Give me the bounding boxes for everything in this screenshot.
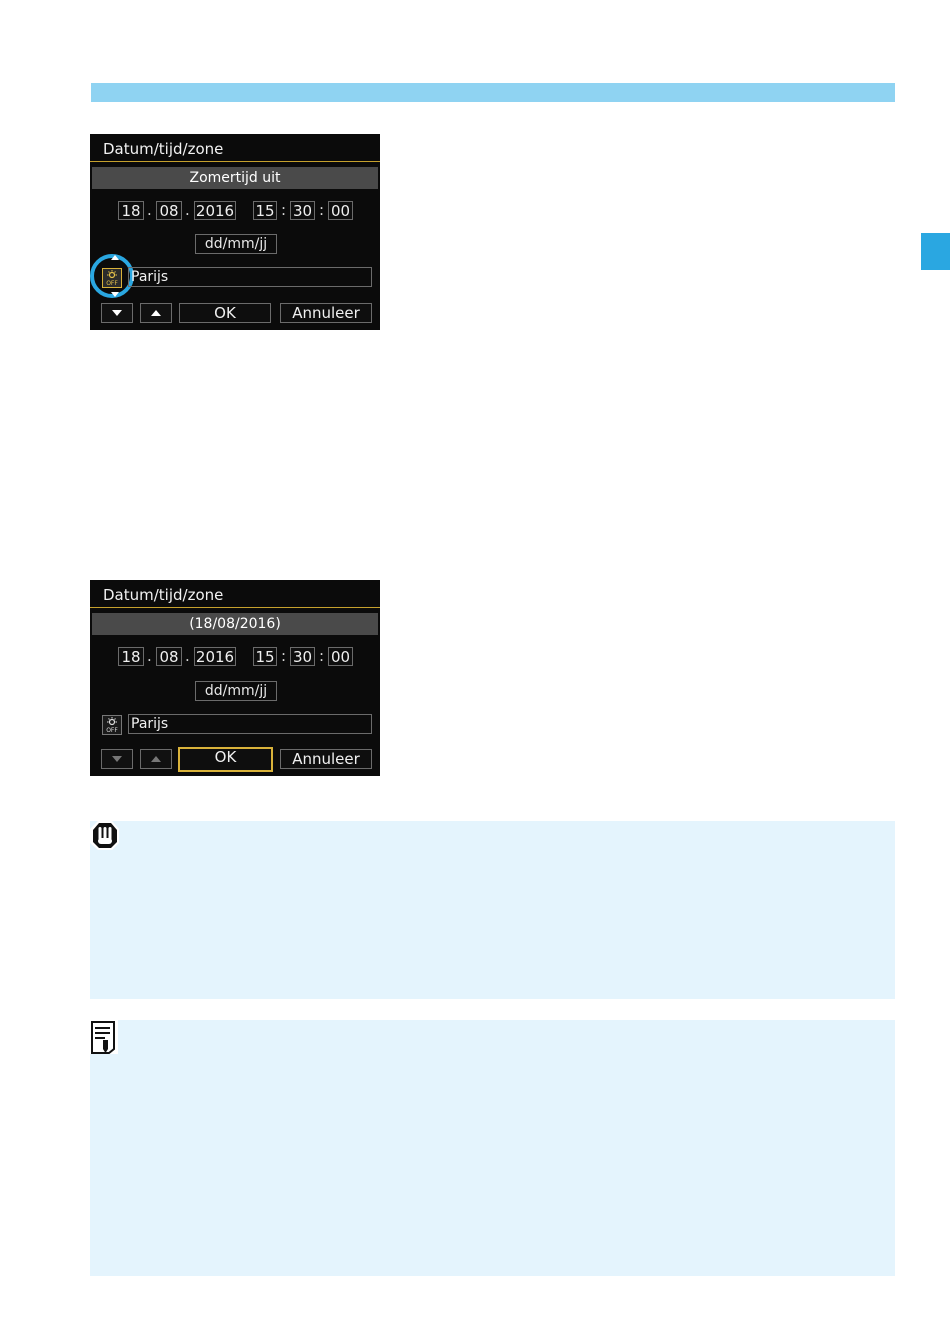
date-separator: . <box>147 201 152 219</box>
cancel-button[interactable]: Annuleer <box>280 303 372 323</box>
date-separator: . <box>185 647 190 665</box>
time-separator: : <box>281 201 287 219</box>
time-separator: : <box>319 201 325 219</box>
date-format-button[interactable]: dd/mm/jj <box>195 681 277 701</box>
arrow-down-icon <box>112 309 122 317</box>
caution-box <box>90 821 895 999</box>
year-field[interactable]: 2016 <box>195 202 235 220</box>
minute-field[interactable]: 30 <box>290 647 315 666</box>
ok-button[interactable]: OK <box>179 303 271 323</box>
section-header-bar <box>91 83 895 102</box>
time-separator: : <box>281 647 287 665</box>
day-field[interactable]: 18 <box>118 647 144 666</box>
cancel-button[interactable]: Annuleer <box>280 749 372 769</box>
screen-title: Datum/tijd/zone <box>103 140 224 158</box>
date-separator: . <box>147 647 152 665</box>
scroll-down-button[interactable] <box>101 303 133 323</box>
time-zone-field[interactable]: Parijs <box>128 267 372 287</box>
second-field[interactable]: 00 <box>328 647 353 666</box>
svg-text:OFF: OFF <box>106 280 118 287</box>
scroll-up-button[interactable] <box>140 749 172 769</box>
dst-off-icon[interactable] <box>102 715 122 735</box>
month-field[interactable]: 08 <box>156 647 182 666</box>
second-field[interactable]: 00 <box>328 201 353 220</box>
memo-box <box>90 1020 895 1276</box>
svg-text:OFF: OFF <box>106 727 118 734</box>
hour-field[interactable]: 15 <box>253 201 277 220</box>
screen-title: Datum/tijd/zone <box>103 586 224 604</box>
ok-button[interactable]: OK <box>178 747 273 772</box>
time-zone-field[interactable]: Parijs <box>128 714 372 734</box>
arrow-down-icon <box>112 755 122 763</box>
arrow-up-icon <box>151 755 161 763</box>
day-field[interactable]: 18 <box>118 201 144 220</box>
date-format-button[interactable]: dd/mm/jj <box>195 234 277 254</box>
title-divider <box>90 607 380 608</box>
chapter-tab <box>921 233 950 270</box>
year-field[interactable]: 2016 <box>195 648 235 666</box>
camera-screen-confirm <box>90 580 380 776</box>
caution-icon <box>90 821 120 851</box>
date-separator: . <box>185 201 190 219</box>
scroll-up-button[interactable] <box>140 303 172 323</box>
camera-screen-dst <box>90 134 380 330</box>
minute-field[interactable]: 30 <box>290 201 315 220</box>
title-divider <box>90 161 380 162</box>
hour-field[interactable]: 15 <box>253 647 277 666</box>
time-separator: : <box>319 647 325 665</box>
status-bar: (18/08/2016) <box>92 613 378 635</box>
status-bar: Zomertijd uit <box>92 167 378 189</box>
arrow-up-icon <box>151 309 161 317</box>
scroll-down-button[interactable] <box>101 749 133 769</box>
month-field[interactable]: 08 <box>156 201 182 220</box>
memo-icon <box>90 1020 118 1054</box>
